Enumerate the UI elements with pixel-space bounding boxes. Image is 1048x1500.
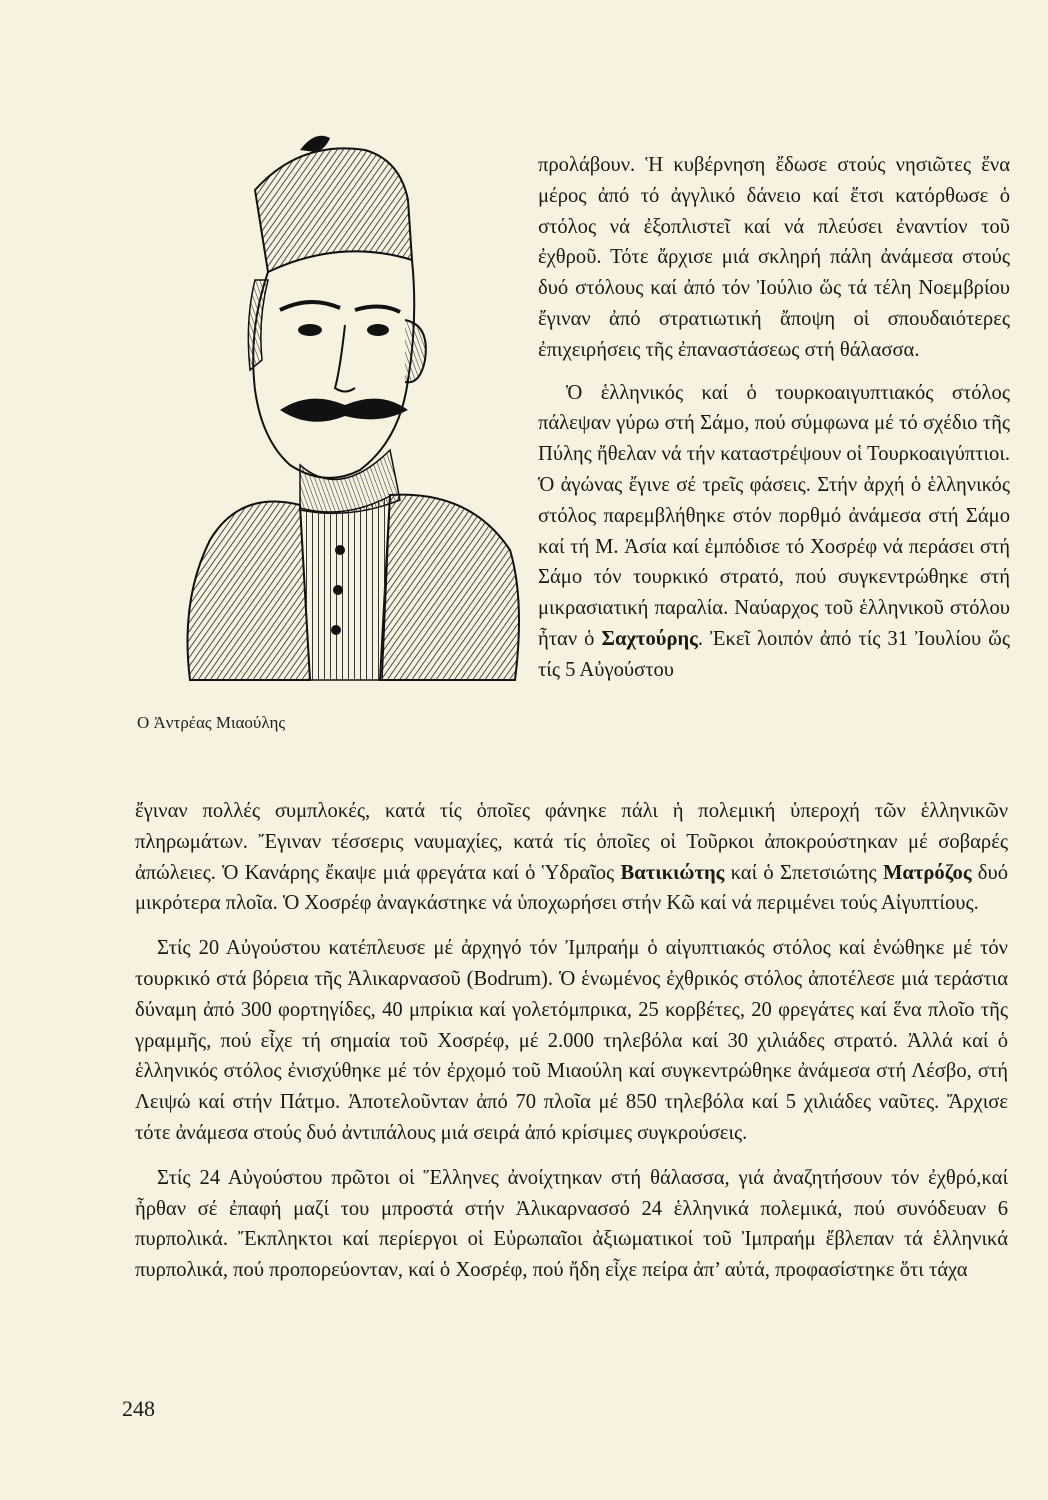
portrait-caption: Ο Ἀντρέας Μιαούλης (137, 713, 286, 732)
text-run: δυό μικρότερα πλοῖα. Ὁ Χοσρέφ ἀναγκάστηκε νά ὑποχωρήσει στήν Κῶ καί νά περιμένει τούς Αἰγυπτίους. (135, 861, 1008, 915)
right-column-text (538, 150, 1010, 686)
bold-name-vatikiotis: Βατικιώτης (620, 861, 725, 884)
paragraph (135, 1163, 1008, 1286)
text-run: Στίς 24 Αὐγούστου πρῶτοι οἱ Ἕλληνες ἀνοίχτηκαν στή θάλασσα, γιά ἀναζητήσουν τόν ἐχθρό,καί ἦρθαν σέ ἐπαφή μαζί του μπροστά στήν Ἀλικαρνασσό 24 ἑλληνικά πολεμικά, πού συνόδευαν 6 πυρπολικά. Ἔκπληκτοι καί περίεργοι οἱ Εὐρωπαῖοι ἀξιωματικοί τοῦ Ἰμπραήμ ἔβλεπαν τά ἑλληνικά πυρπολικά, πού προπορεύονταν, καί ὁ Χοσρέφ, πού ἤδη εἶχε πείρα ἀπ’ αὐτά, προφασίστηκε ὅτι τάχα (135, 1166, 1008, 1282)
paragraph (538, 378, 1010, 686)
paragraph (135, 796, 1008, 919)
text-run: καί ὁ Σπετσιώτης (724, 861, 883, 884)
text-run: ἔγιναν πολλές συμπλοκές, κατά τίς ὁποῖες φάνηκε πάλι ἡ πολεμική ὑπεροχή τῶν ἑλληνικῶν πληρωμάτων. Ἔγιναν τέσσερις ναυμαχίες, κατά τίς ὁποῖες οἱ Τοῦρκοι ἀποκρούστηκαν μέ σοβαρές ἀπώλειες. Ὁ Κανάρης ἔκαψε μιά φρεγάτα καί ὁ Ὑδραῖος (135, 800, 1008, 884)
full-width-text (135, 796, 1008, 1286)
paragraph (135, 933, 1008, 1149)
text-run: Ὁ ἑλληνικός καί ὁ τουρκοαιγυπτιακός στόλος πάλεψαν γύρω στή Σάμο, πού σύμφωνα μέ τό σχέδιο τῆς Πύλης ἤθελαν νά τήν καταστρέψουν οἱ Τουρκοαιγύπτιοι. Ὁ ἀγώνας ἔγινε σέ τρεῖς φάσεις. Στήν ἀρχή ὁ ἑλληνικός στόλος παρεμβλήθηκε στόν πορθμό ἀνάμεσα στή Σάμο καί τή Μ. Ἀσία καί ἐμπόδισε τό Χοσρέφ νά περάσει στή Σάμο τόν τουρκικό στρατό, πού συγκεντρώθηκε στή μικρασιατική παραλία. Ναύαρχος τοῦ ἑλληνικοῦ στόλου ἦταν ὁ (538, 381, 1011, 650)
text-run: προλάβουν. Ἡ κυβέρνηση ἔδωσε στούς νησιῶτες ἕνα μέρος ἀπό τό ἀγγλικό δάνειο καί ἔτσι κατόρθωσε ὁ στόλος νά ἐξοπλιστεῖ καί νά πλεύσει ἐναντίον τοῦ ἐχθροῦ. Τότε ἄρχισε μιά σκληρή πάλη ἀνάμεσα στούς δυό στόλους καί ἀπό τόν Ἰούλιο ὥς τά τέλη Νοεμβρίου ἔγιναν ἀπό στρατιωτική ἄποψη οἱ σπουδαιότερες ἐπιχειρήσεις τῆς ἐπαναστάσεως στή θάλασσα. (538, 154, 1010, 361)
paragraph (538, 150, 1010, 366)
bold-name-sachtouris: Σαχτούρης (601, 627, 698, 650)
page-number: 248 (122, 1396, 155, 1421)
text-run: Στίς 20 Αὐγούστου κατέπλευσε μέ ἀρχηγό τόν Ἰμπραήμ ὁ αἰγυπτιακός στόλος καί ἑνώθηκε μέ τόν τουρκικό στά βόρεια τῆς Ἁλικαρνασοῦ (Bodrum). Ὁ ἑνωμένος ἐχθρικός στόλος ἀποτέλεσε μιά τεράστια δύναμη ἀπό 300 φορτηγίδες, 40 μπρίκια καί γολετόμπρικα, 25 κορβέτες, 20 φρεγάτες καί ἕνα πλοῖο τῆς γραμμῆς, πού εἶχε τή σημαία τοῦ Χοσρέφ, μέ 2.000 τηλεβόλα καί 30 χιλιάδες στρατό. Ἀλλά καί ὁ ἑλληνικός στόλος ἐνισχύθηκε μέ τόν ἐρχομό τοῦ Μιαούλη καί συγκεντρώθηκε ἀνάμεσα στή Λέσβο, στή Λειψώ καί στήν Πάτμο. Ἀποτελοῦνταν ἀπό 70 πλοῖα μέ 850 τηλεβόλα καί 5 χιλιάδες ναῦτες. Ἄρχισε τότε ἀνάμεσα στούς δυό ἀντιπάλους μιά σειρά ἀπό κρίσιμες συγκρούσεις. (135, 937, 1008, 1144)
portrait-engraving (150, 120, 530, 700)
bold-name-matrozos: Ματρόζος (882, 861, 972, 884)
text-run: . Ἐκεῖ λοιπόν ἀπό τίς 31 Ἰουλίου ὥς τίς 5 Αὐγούστου (538, 627, 1010, 681)
